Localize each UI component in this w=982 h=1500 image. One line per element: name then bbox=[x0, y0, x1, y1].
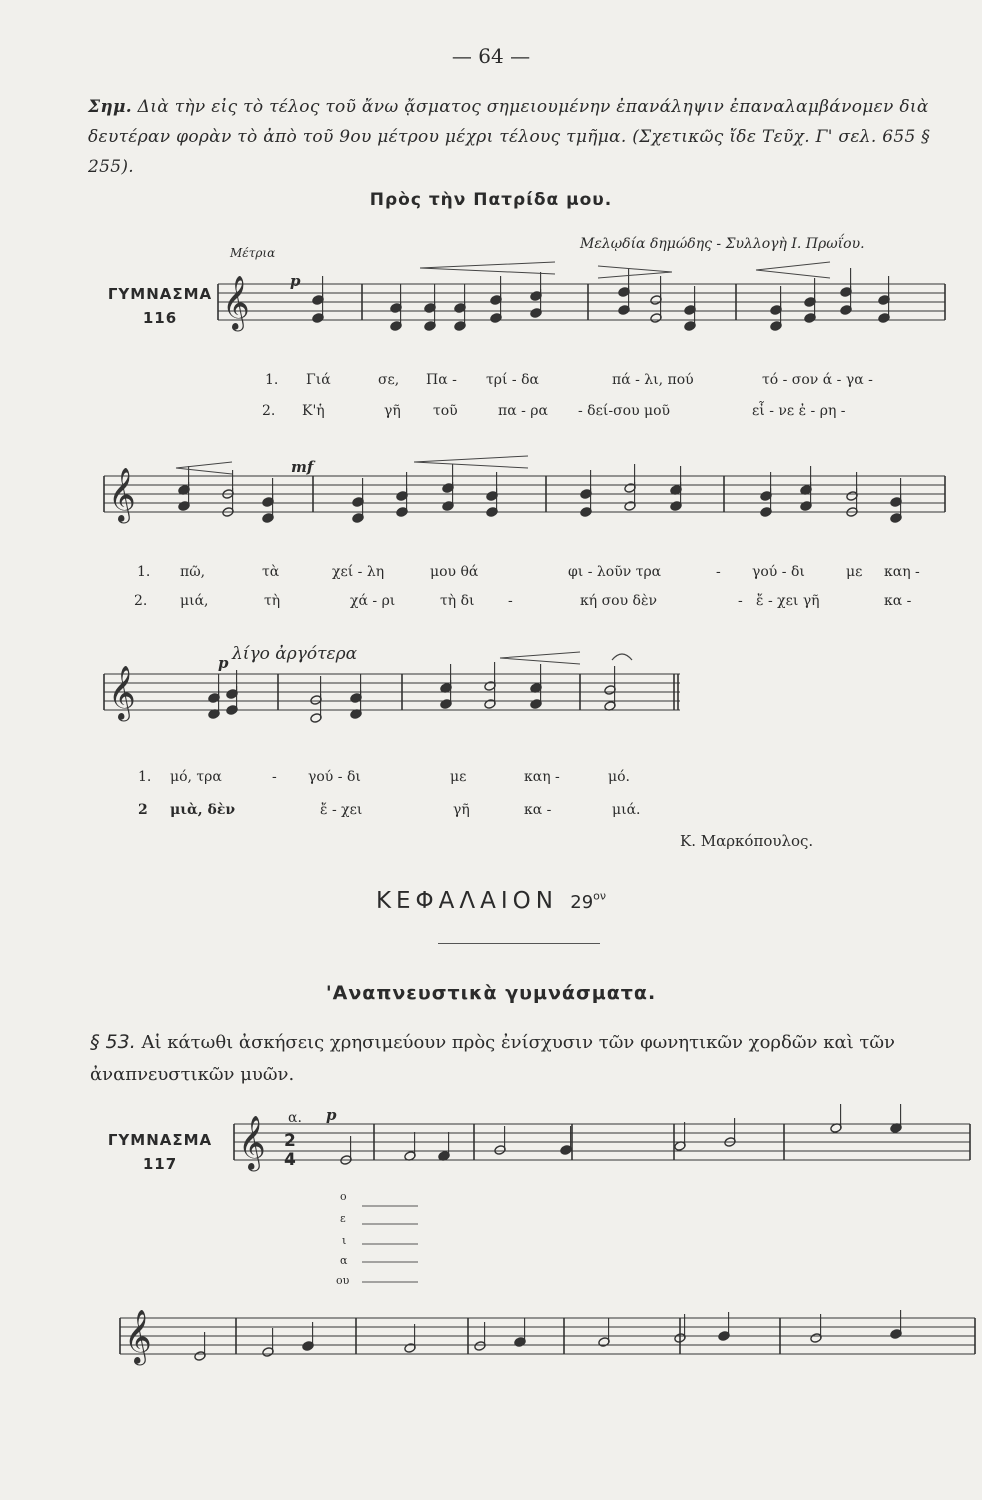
crescendo-hairpin bbox=[420, 262, 555, 274]
section-number: § 53. bbox=[90, 1031, 136, 1053]
lyric: σε, bbox=[378, 372, 400, 388]
chapter-number: 29 bbox=[570, 892, 594, 913]
lyric: γού - δι bbox=[308, 769, 361, 785]
lyric: χά - ρι bbox=[350, 593, 396, 609]
dynamic-p-117: p bbox=[326, 1106, 337, 1124]
staff-3 bbox=[104, 674, 680, 710]
lyric: - δεί-σου μοῦ bbox=[578, 403, 671, 419]
vowel: ι bbox=[342, 1234, 347, 1247]
lyric: ἔ - χει γῆ bbox=[756, 593, 820, 609]
lyric: 2 bbox=[138, 802, 148, 818]
lyric: με bbox=[846, 564, 863, 580]
lyric: μου θά bbox=[430, 564, 479, 580]
vowel: α bbox=[340, 1254, 348, 1267]
mark-a: α. bbox=[288, 1110, 302, 1126]
lyric: μιὰ, δὲν bbox=[170, 802, 236, 818]
lyric: 2. bbox=[134, 593, 148, 609]
lyric: μό, τρα bbox=[170, 769, 222, 785]
footnote-label: Σημ. bbox=[88, 97, 132, 117]
lyric: πα - ρα bbox=[498, 403, 548, 419]
lyric: γῆ bbox=[384, 403, 401, 419]
lyric: καη - bbox=[524, 769, 560, 785]
treble-clef-icon: 𝄞 bbox=[238, 1116, 266, 1170]
section-title: 'Αναπνευστικὰ γυμνάσματα. bbox=[325, 982, 657, 1004]
lyric: - bbox=[716, 564, 721, 580]
dynamic-mf: mf bbox=[291, 458, 314, 476]
lyric: τό - σον ά - γα - bbox=[762, 372, 873, 388]
lyric: - bbox=[738, 593, 743, 609]
exercise-label-text: ΓΥΜΝΑΣΜΑ bbox=[107, 285, 213, 303]
lyric: μιά. bbox=[612, 802, 641, 818]
lyric: μό. bbox=[608, 769, 630, 785]
lyric: εἶ - νε ἐ - ρη - bbox=[752, 403, 846, 419]
section-text: Αἱ κάτωθι ἀσκήσεις χρησιμεύουν πρὸς ἐνίσχυσιν τῶν φωνητικῶν χορδῶν καὶ τῶν ἀναπνευστικῶν μυῶν. bbox=[90, 1032, 895, 1085]
lyric: Γιά bbox=[306, 372, 331, 388]
dynamic-p-1: p bbox=[290, 272, 301, 290]
exercise-number: 116 bbox=[142, 309, 178, 327]
lyric: καη - bbox=[884, 564, 920, 580]
composer-credit: Κ. Μαρκόπουλος. bbox=[680, 832, 814, 850]
lyric: Πα - bbox=[426, 372, 457, 388]
lyric: 1. bbox=[265, 372, 279, 388]
lyric: τὴ δι bbox=[440, 593, 475, 609]
lyric: κα - bbox=[884, 593, 912, 609]
lyric: γού - δι bbox=[752, 564, 805, 580]
lyric: τὴ bbox=[264, 593, 281, 609]
lyric: πά - λι, πού bbox=[612, 372, 694, 388]
time-signature-bottom: 4 bbox=[284, 1150, 296, 1170]
lyric: - bbox=[508, 593, 513, 609]
song-title: Πρὸς τὴν Πατρίδα μου. bbox=[369, 190, 613, 210]
lyric: γῆ bbox=[453, 802, 470, 818]
treble-clef-icon: 𝄞 bbox=[124, 1310, 152, 1364]
tempo-marking: Μέτρια bbox=[230, 246, 276, 260]
crescendo-hairpin bbox=[756, 262, 830, 278]
lyric: τοῦ bbox=[433, 403, 458, 419]
lyric: τὰ bbox=[262, 564, 280, 580]
lyric: 1. bbox=[138, 769, 152, 785]
vowel: ε bbox=[340, 1212, 346, 1225]
lyric: τρί - δα bbox=[486, 372, 539, 388]
lyric: - bbox=[272, 769, 277, 785]
lyric: πῶ, bbox=[180, 564, 206, 580]
chapter-title: ΚΕΦΑΛΑΙΟΝ bbox=[375, 888, 558, 914]
lyric: κα - bbox=[524, 802, 552, 818]
lyric: μιά, bbox=[180, 593, 209, 609]
treble-clef-icon: 𝄞 bbox=[108, 666, 136, 720]
treble-clef-icon: 𝄞 bbox=[222, 276, 250, 330]
treble-clef-icon: 𝄞 bbox=[108, 468, 136, 522]
vowel: ου bbox=[336, 1274, 350, 1287]
lyric: 2. bbox=[262, 403, 276, 419]
exercise-label-text: ΓΥΜΝΑΣΜΑ bbox=[107, 1131, 213, 1149]
page-number: — 64 — bbox=[451, 44, 531, 68]
staff-2 bbox=[104, 476, 945, 512]
tempo-slower: λίγο ἀργότερα bbox=[232, 644, 358, 664]
decrescendo-hairpin bbox=[176, 462, 232, 474]
lyric: 1. bbox=[137, 564, 151, 580]
lyric: χεί - λη bbox=[332, 564, 385, 580]
lyric: κή σου δὲν bbox=[580, 593, 657, 609]
staff-1 bbox=[218, 284, 945, 320]
crescendo-hairpin bbox=[500, 652, 580, 664]
crescendo-hairpin bbox=[414, 456, 528, 468]
time-signature-top: 2 bbox=[284, 1131, 296, 1151]
lyric: Κ'ἡ bbox=[302, 403, 325, 419]
fermata-icon bbox=[612, 654, 632, 660]
chapter-suffix: ον bbox=[593, 889, 607, 903]
vowel: ο bbox=[340, 1190, 347, 1203]
lyric: φι - λοῦν τρα bbox=[568, 564, 662, 580]
exercise-number: 117 bbox=[142, 1155, 178, 1173]
song-credit: Μελῳδία δημώδης - Συλλογὴ Ι. Πρωΐου. bbox=[580, 236, 865, 252]
staff-5 bbox=[120, 1318, 975, 1354]
dynamic-p-2: p bbox=[218, 654, 229, 672]
lyric: με bbox=[450, 769, 467, 785]
footnote-text: Διὰ τὴν εἰς τὸ τέλος τοῦ ἄνω ᾄσματος σημειουμένην ἐπανάληψιν ἐπαναλαμβάνομεν διὰ δευτέραν φορὰν τὸ ἀπὸ τοῦ 9ου μέτρου μέχρι τέλους τμῆμα. (Σχετικῶς ἴδε Τεῦχ. Γ' σελ. 655 § 255). bbox=[88, 97, 931, 177]
lyric: ἔ - χει bbox=[320, 802, 363, 818]
staff-4 bbox=[234, 1124, 970, 1160]
